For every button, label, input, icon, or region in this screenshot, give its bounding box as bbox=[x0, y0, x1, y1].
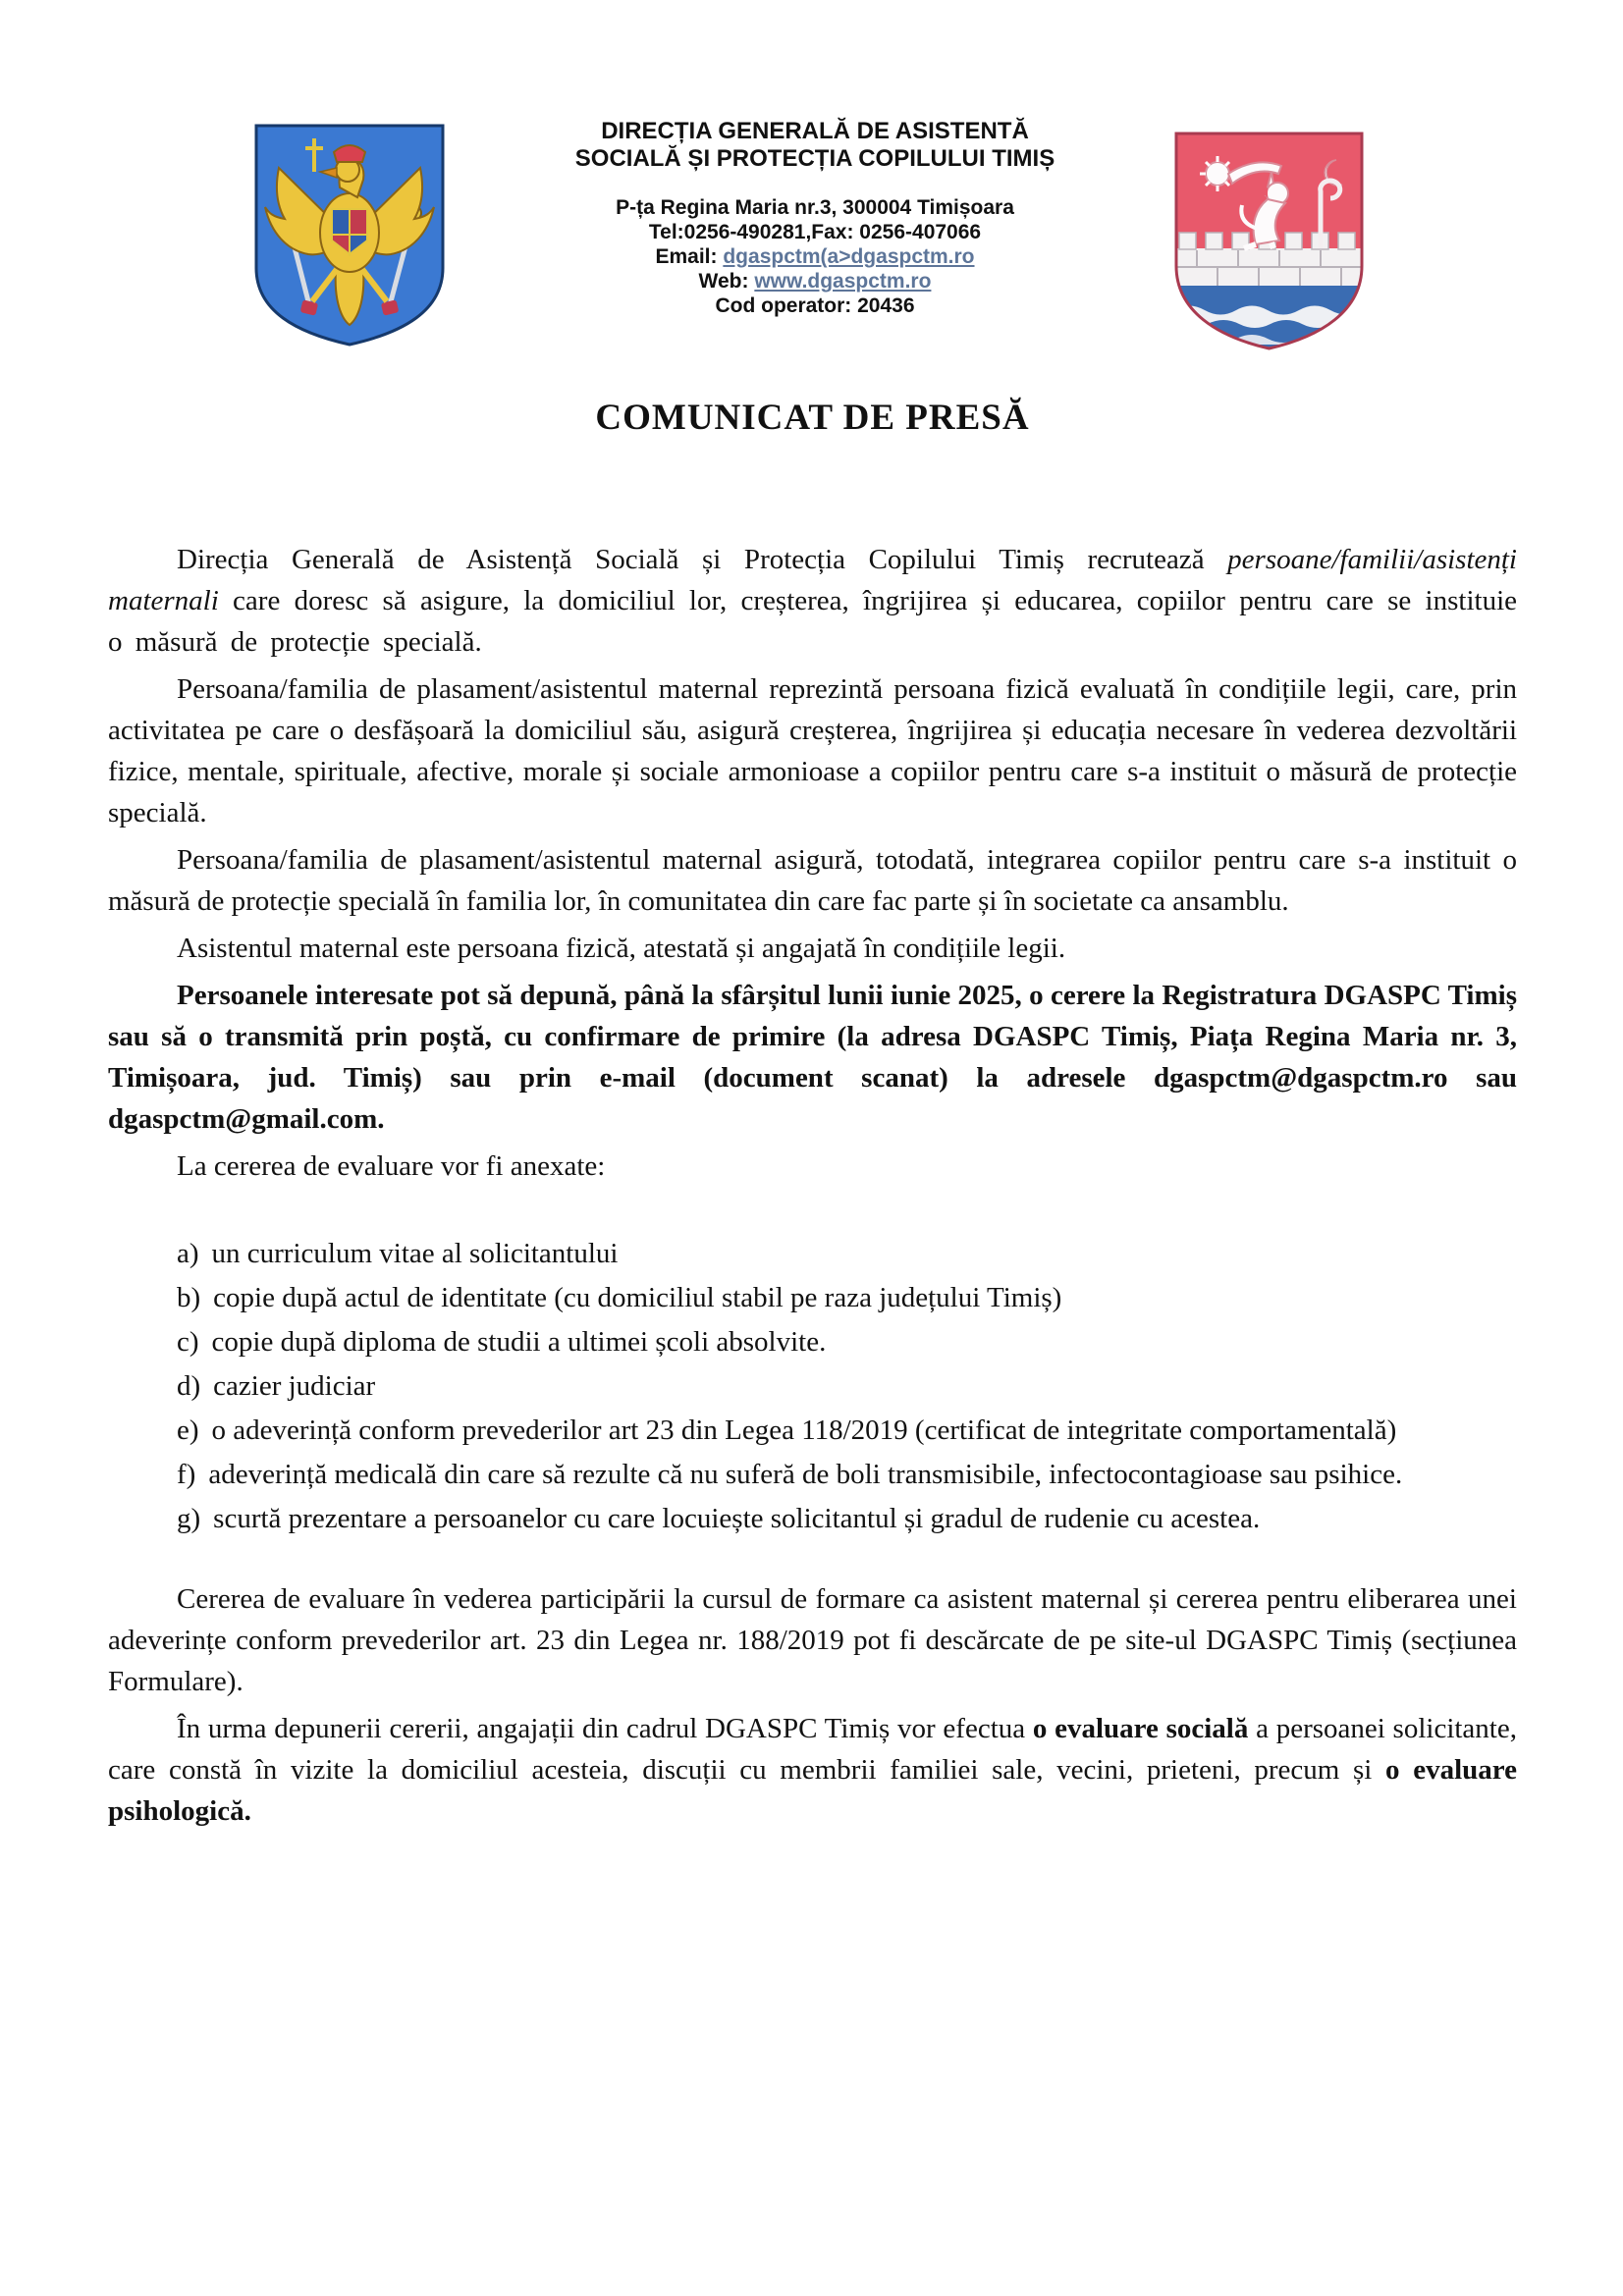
org-name-line2: SOCIALĂ ȘI PROTECȚIA COPILULUI TIMIȘ bbox=[574, 145, 1055, 172]
timis-county-coat-of-arms-icon bbox=[1173, 131, 1365, 352]
list-item-b bbox=[108, 1276, 1517, 1320]
list-item-g bbox=[108, 1497, 1517, 1541]
list-text-a: un curriculum vitae al solicitantului bbox=[211, 1238, 619, 1269]
p1-text-italic: persoane/familii/asistenți maternali bbox=[108, 544, 1517, 616]
paragraph-annex-intro: La cererea de evaluare vor fi anexate: bbox=[177, 1150, 606, 1182]
email-link[interactable]: dgaspctm(a>dgaspctm.ro bbox=[723, 245, 975, 268]
letterhead-text bbox=[412, 118, 1217, 318]
page-title: COMUNICAT DE PRESĂ bbox=[595, 398, 1030, 438]
list-letter-f: f) bbox=[177, 1459, 196, 1490]
paragraph-evaluation bbox=[108, 1708, 1517, 1832]
p8-text-bold-psihologica: o evaluare psihologică. bbox=[108, 1754, 1517, 1827]
list-item-c bbox=[108, 1320, 1517, 1364]
org-name-line1: DIRECȚIA GENERALĂ DE ASISTENTĂ bbox=[601, 118, 1029, 144]
web-label: Web: bbox=[698, 270, 749, 293]
email-label: Email: bbox=[655, 245, 718, 268]
letterhead bbox=[0, 0, 1623, 373]
p1-text-post: care doresc să asigure, la domiciliul lor, creșterea, îngrijirea și educarea, copiilor pentru care se instituie o măsură de protecție specială. bbox=[108, 585, 1517, 658]
phone-fax-line: Tel:0256-490281,Fax: 0256-407066 bbox=[648, 221, 982, 243]
web-line bbox=[412, 269, 1217, 294]
list-text-c: copie după diploma de studii a ultimei școli absolvite. bbox=[211, 1326, 827, 1358]
list-letter-a: a) bbox=[177, 1238, 199, 1269]
annex-list bbox=[108, 1232, 1517, 1541]
list-item-f bbox=[108, 1453, 1517, 1497]
email-line bbox=[412, 244, 1217, 269]
paragraph-recruitment bbox=[108, 539, 1517, 663]
cod-operator-line: Cod operator: 20436 bbox=[715, 294, 915, 317]
list-letter-e: e) bbox=[177, 1415, 199, 1446]
list-text-b: copie după actul de identitate (cu domiciliul stabil pe raza județului Timiș) bbox=[213, 1282, 1062, 1313]
list-letter-d: d) bbox=[177, 1370, 201, 1402]
paragraph-integration: Persoana/familia de plasament/asistentul maternal asigură, totodată, integrarea copiilor pentru care s-a instituit o măsură de protecție specială în familia lor, în comunitatea din care fac parte și în societate ca ansamblu. bbox=[108, 844, 1517, 917]
timis-county-coat-of-arms-image bbox=[1173, 131, 1365, 352]
p8-text-bold-social: o evaluare socială bbox=[1032, 1713, 1249, 1744]
list-text-f: adeverință medicală din care să rezulte că nu suferă de boli transmisibile, infectocontagioase sau psihice. bbox=[208, 1459, 1403, 1490]
document-body bbox=[108, 539, 1517, 1832]
paragraph-definition: Persoana/familia de plasament/asistentul maternal reprezintă persoana fizică evaluată în condițiile legii, care, prin activitatea pe care o desfășoară la domiciliul său, asigură creșterea, îngrijirea și educația necesare în vederea dezvoltării fizice, mentale, spirituale, afective, morale și sociale armonioase a copiilor pentru care s-a instituit o măsură de protecție specială. bbox=[108, 673, 1517, 828]
list-text-e: o adeverință conform prevederilor art 23 din Legea 118/2019 (certificat de integritate comportamentală) bbox=[211, 1415, 1397, 1446]
list-item-d bbox=[108, 1364, 1517, 1409]
p8-text-pre: În urma depunerii cererii, angajații din cadrul DGASPC Timiș vor efectua bbox=[177, 1713, 1033, 1744]
address-line: P-ța Regina Maria nr.3, 300004 Timișoara bbox=[616, 196, 1014, 219]
paragraph-asistent-maternal: Asistentul maternal este persoana fizică, atestată și angajată în condițiile legii. bbox=[177, 933, 1066, 964]
web-link[interactable]: www.dgaspctm.ro bbox=[754, 270, 932, 293]
list-letter-b: b) bbox=[177, 1282, 201, 1313]
list-letter-c: c) bbox=[177, 1326, 199, 1358]
p8-text-mid: a persoanei solicitante, care constă în vizite la domiciliul acesteia, discuții cu membrii familiei sale, vecini, prieteni, precum și bbox=[108, 1713, 1517, 1786]
list-item-a bbox=[108, 1232, 1517, 1276]
list-item-e bbox=[108, 1409, 1517, 1453]
list-text-g: scurtă prezentare a persoanelor cu care locuiește solicitantul și gradul de rudenie cu acestea. bbox=[213, 1503, 1261, 1534]
paragraph-download-forms: Cererea de evaluare în vederea participării la cursul de formare ca asistent maternal și cererea pentru eliberarea unei adeverințe conform prevederilor art. 23 din Legea nr. 188/2019 pot fi descărcate de pe site-ul DGASPC Timiș (secțiunea Formulare). bbox=[108, 1583, 1517, 1697]
list-letter-g: g) bbox=[177, 1503, 201, 1534]
p1-text-pre: Direcția Generală de Asistență Socială și Protecția Copilului Timiș recrutează bbox=[177, 544, 1228, 575]
paragraph-application-bold: Persoanele interesate pot să depună, până la sfârșitul lunii iunie 2025, o cerere la Registratura DGASPC Timiș sau să o transmită prin poștă, cu confirmare de primire (la adresa DGASPC Timiș, Piața Regina Maria nr. 3, Timișoara, jud. Timiș) sau prin e-mail (document scanat) la adresele dgaspctm@dgaspctm.ro sau dgaspctm@gmail.com. bbox=[108, 980, 1517, 1135]
list-text-d: cazier judiciar bbox=[213, 1370, 376, 1402]
